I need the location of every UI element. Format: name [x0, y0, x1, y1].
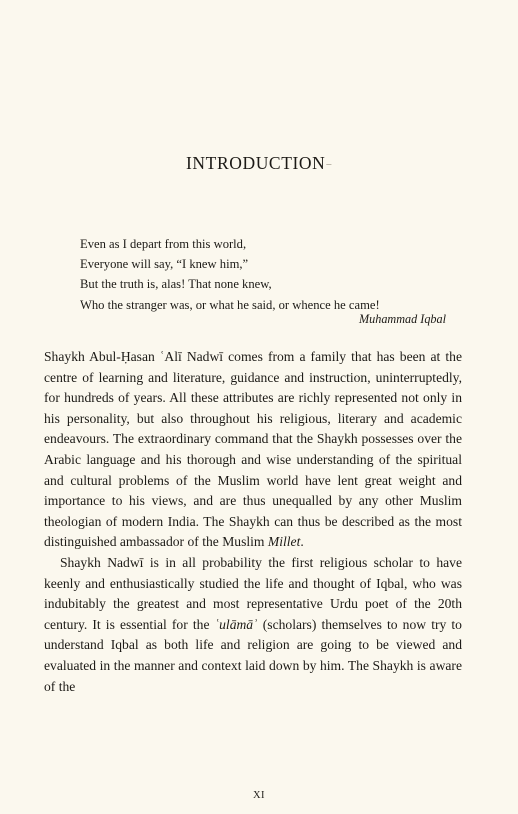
- heading-dash-mark: –: [326, 159, 333, 171]
- paragraph-1-end: .: [300, 534, 304, 550]
- paragraph-1-italic-term: Millet: [267, 534, 301, 550]
- paragraph-2-text-a: Shaykh Nadwī is in all probability the first religious scholar to have keenly and enthusiastically studied the life and thought of Iqbal, who was indubitably the greatest and most representative Urdu poet of the 20th century. It is essential for the: [44, 554, 462, 632]
- paragraph-2-italic-term: ʿulāmāʾ: [214, 616, 258, 632]
- paragraph-2-text-b: (scholars) themselves to now try to understand Iqbal as both life and religion are going to be viewed and evaluated in the manner and context laid down by him. The Shaykh is aware of the: [44, 616, 462, 694]
- poem-line-1: Even as I depart from this world,: [80, 237, 247, 251]
- paragraph-2: [44, 553, 462, 697]
- body-text: [44, 347, 462, 697]
- poem-line-3: But the truth is, alas! That none knew,: [80, 277, 272, 292]
- epigraph-poem: [80, 234, 446, 315]
- poem-line-4: Who the stranger was, or what he said, or whence he came!: [80, 297, 380, 312]
- poem-line-2: Everyone will say, “I knew him,”: [80, 257, 249, 272]
- page-title: [0, 153, 518, 174]
- paragraph-1-text: Shaykh Abul-Ḥasan ʿAlī Nadwī comes from a family that has been at the centre of learning and literature, guidance and instruction, uninterruptedly, for hundreds of years. All these attributes are richly represented not only in his personality, but also throughout his religious, literary and academic endeavours. The extraordinary command that the Shaykh possesses over the Arabic language and his thorough and wise understanding of the spiritual and cultural problems of the Muslim world have lent great weight and importance to his views, and are thus unequalled by any other Muslim theologian of modern India. The Shaykh can thus be described as the most distinguished ambassador of the Muslim: [44, 349, 462, 550]
- chapter-heading: INTRODUCTION: [185, 152, 326, 173]
- paragraph-1: [44, 347, 462, 553]
- epigraph-attribution: Muhammad Iqbal: [359, 312, 446, 326]
- page-number: XI: [252, 790, 266, 801]
